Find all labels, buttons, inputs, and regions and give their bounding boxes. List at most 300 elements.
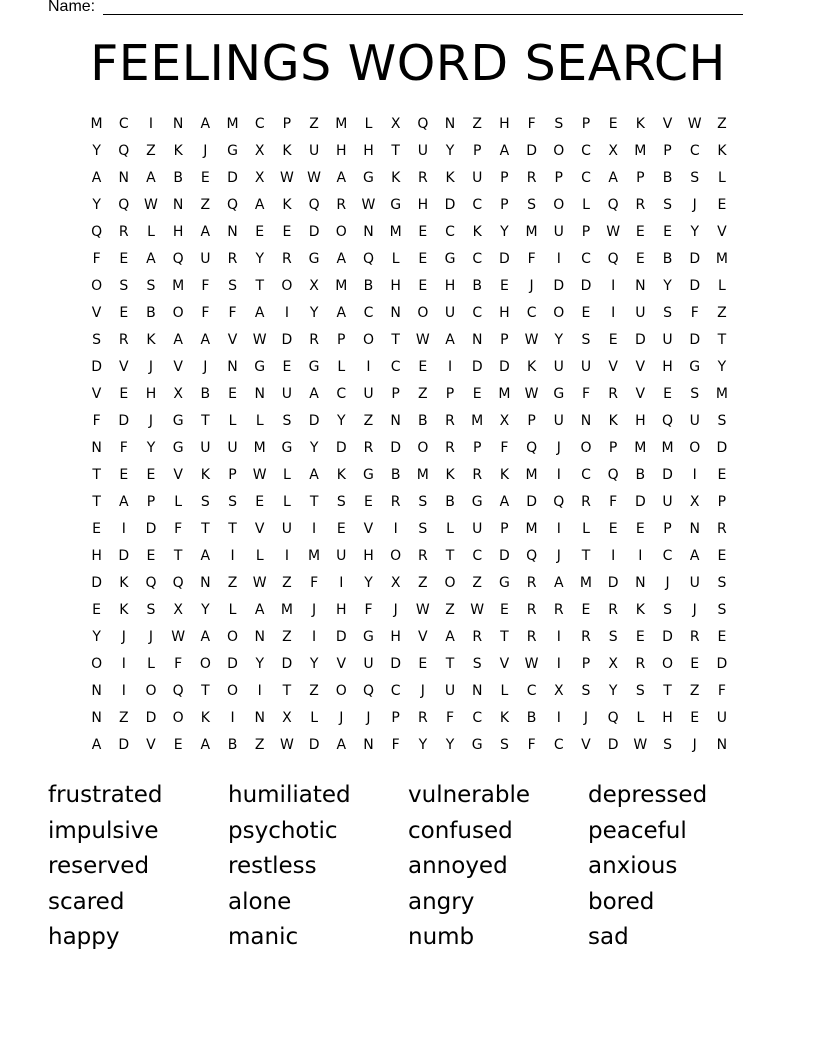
grid-letter: W xyxy=(279,170,294,186)
grid-letter: O xyxy=(172,710,184,726)
grid-row xyxy=(83,219,736,246)
grid-letter: F xyxy=(119,440,128,456)
grid-letter: N xyxy=(390,413,401,429)
grid-letter: Y xyxy=(92,197,101,213)
grid-letter: U xyxy=(689,575,700,591)
grid-letter: N xyxy=(254,710,265,726)
grid-letter: M xyxy=(253,440,266,456)
grid-letter: G xyxy=(308,359,320,375)
grid-letter: C xyxy=(336,386,347,402)
grid-letter: J xyxy=(692,737,697,753)
grid-letter: Y xyxy=(92,143,101,159)
grid-letter: E xyxy=(717,197,727,213)
grid-letter: K xyxy=(119,602,129,618)
grid-letter: D xyxy=(580,278,592,294)
grid-letter: X xyxy=(499,413,510,429)
grid-letter: M xyxy=(634,440,647,456)
grid-letter: I xyxy=(638,548,643,564)
grid-letter: R xyxy=(608,602,619,618)
grid-letter: L xyxy=(636,710,645,726)
grid-letter: R xyxy=(472,467,483,483)
grid-letter: E xyxy=(92,602,102,618)
grid-letter: F xyxy=(391,737,400,753)
grid-letter: S xyxy=(581,683,591,699)
grid-letter: V xyxy=(254,521,265,537)
grid-letter: Q xyxy=(172,683,184,699)
grid-letter: S xyxy=(472,656,482,672)
grid-letter: Q xyxy=(526,440,538,456)
grid-letter: P xyxy=(500,170,509,186)
grid-letter: E xyxy=(146,467,156,483)
grid-letter: L xyxy=(718,278,726,294)
grid-letter: D xyxy=(227,656,238,672)
grid-letter: I xyxy=(556,521,561,537)
grid-letter: A xyxy=(200,116,211,132)
grid-letter: L xyxy=(582,521,590,537)
grid-letter: D xyxy=(281,332,293,348)
grid-letter: K xyxy=(527,359,537,375)
grid-letter: H xyxy=(662,359,673,375)
grid-row xyxy=(83,327,736,354)
grid-letter: B xyxy=(445,494,455,510)
grid-letter: F xyxy=(201,278,210,294)
grid-letter: R xyxy=(445,413,455,429)
grid-letter: X xyxy=(254,170,265,186)
grid-letter: V xyxy=(173,467,183,483)
grid-letter: Z xyxy=(309,683,319,699)
grid-letter: J xyxy=(692,197,697,213)
grid-letter: W xyxy=(415,602,430,618)
grid-letter: A xyxy=(309,467,319,483)
grid-letter: C xyxy=(581,467,591,483)
grid-letter: P xyxy=(472,143,482,159)
grid-letter: F xyxy=(609,494,618,510)
grid-letter: H xyxy=(444,278,456,294)
grid-letter: V xyxy=(363,521,374,537)
grid-letter: K xyxy=(119,575,129,591)
grid-letter: R xyxy=(635,197,646,213)
grid-letter: H xyxy=(336,602,347,618)
grid-row xyxy=(83,138,736,165)
grid-letter: J xyxy=(121,629,126,645)
grid-letter: R xyxy=(526,602,537,618)
grid-row xyxy=(83,354,736,381)
grid-letter: J xyxy=(148,359,154,375)
grid-letter: H xyxy=(499,305,510,321)
grid-letter: B xyxy=(363,278,374,294)
grid-letter: D xyxy=(335,629,347,645)
grid-row xyxy=(83,246,736,273)
grid-letter: L xyxy=(500,683,509,699)
grid-letter: Q xyxy=(118,143,130,159)
grid-letter: B xyxy=(526,710,537,726)
grid-letter: L xyxy=(147,656,155,672)
grid-row xyxy=(83,516,736,543)
grid-letter: L xyxy=(582,197,590,213)
grid-letter: D xyxy=(308,224,320,240)
grid-letter: M xyxy=(335,278,348,294)
grid-letter: H xyxy=(390,629,401,645)
grid-letter: C xyxy=(472,251,483,267)
grid-letter: Y xyxy=(255,656,264,672)
grid-letter: Y xyxy=(337,413,346,429)
grid-letter: D xyxy=(634,332,646,348)
grid-letter: N xyxy=(91,440,102,456)
grid-letter: C xyxy=(472,197,483,213)
grid-letter: I xyxy=(284,305,289,321)
grid-letter: Y xyxy=(554,332,564,348)
grid-letter: J xyxy=(148,413,154,429)
grid-letter: N xyxy=(254,386,265,402)
grid-letter: Q xyxy=(145,575,157,591)
grid-letter: W xyxy=(252,332,267,348)
grid-letter: I xyxy=(148,116,154,132)
grid-letter: D xyxy=(444,197,456,213)
grid-row xyxy=(83,624,736,651)
grid-letter: C xyxy=(472,305,483,321)
grid-letter: F xyxy=(500,440,509,456)
grid-letter: L xyxy=(255,548,264,564)
grid-letter: B xyxy=(418,413,428,429)
grid-letter: E xyxy=(228,386,237,402)
page-title: FEELINGS WORD SEARCH xyxy=(90,35,726,92)
grid-row xyxy=(83,165,736,192)
grid-letter: G xyxy=(308,251,320,267)
grid-letter: M xyxy=(416,467,429,483)
grid-letter: Q xyxy=(362,683,374,699)
grid-letter: U xyxy=(363,386,374,402)
name-label: Name: xyxy=(48,0,96,15)
grid-letter: E xyxy=(581,602,591,618)
grid-letter: S xyxy=(635,683,645,699)
grid-letter: U xyxy=(281,521,293,537)
grid-letter: T xyxy=(309,494,319,510)
grid-letter: Y xyxy=(608,683,618,699)
grid-letter: T xyxy=(228,521,237,537)
grid-letter: F xyxy=(527,737,536,753)
grid-letter: X xyxy=(309,278,319,294)
grid-letter: Q xyxy=(607,251,619,267)
grid-letter: P xyxy=(663,521,672,537)
grid-letter: R xyxy=(118,224,129,240)
grid-letter: E xyxy=(418,278,428,294)
grid-letter: A xyxy=(200,629,211,645)
grid-letter: Z xyxy=(282,575,292,591)
grid-letter: A xyxy=(200,548,211,564)
grid-letter: M xyxy=(335,116,348,132)
grid-letter: C xyxy=(526,683,537,699)
grid-letter: T xyxy=(92,467,101,483)
grid-letter: I xyxy=(556,629,561,645)
grid-letter: N xyxy=(363,737,374,753)
grid-letter: O xyxy=(417,440,429,456)
grid-letter: D xyxy=(390,656,402,672)
grid-letter: E xyxy=(472,386,482,402)
grid-letter: G xyxy=(172,413,184,429)
grid-letter: L xyxy=(228,602,237,618)
grid-letter: P xyxy=(581,116,591,132)
grid-letter: S xyxy=(146,278,156,294)
grid-letter: Z xyxy=(717,116,727,132)
grid-letter: U xyxy=(553,413,564,429)
grid-letter: Y xyxy=(255,251,264,267)
grid-letter: A xyxy=(336,305,347,321)
grid-letter: X xyxy=(608,143,618,159)
grid-letter: O xyxy=(662,656,674,672)
grid-letter: H xyxy=(336,143,347,159)
grid-letter: M xyxy=(280,602,293,618)
grid-letter: E xyxy=(173,737,183,753)
grid-letter: Z xyxy=(689,683,700,699)
grid-letter: F xyxy=(92,251,101,267)
grid-letter: R xyxy=(390,494,401,510)
grid-letter: W xyxy=(687,116,702,132)
grid-letter: A xyxy=(336,737,347,753)
grid-letter: Q xyxy=(607,710,619,726)
grid-letter: E xyxy=(200,170,210,186)
grid-letter: Y xyxy=(146,440,156,456)
grid-letter: J xyxy=(203,143,208,159)
grid-letter: K xyxy=(445,467,455,483)
grid-letter: X xyxy=(608,656,618,672)
grid-letter: W xyxy=(307,170,322,186)
grid-letter: N xyxy=(91,710,102,726)
grid-letter: E xyxy=(635,521,645,537)
grid-letter: A xyxy=(309,386,319,402)
grid-letter: U xyxy=(200,251,211,267)
grid-letter: E xyxy=(608,332,618,348)
grid-letter: D xyxy=(689,251,701,267)
grid-letter: P xyxy=(608,440,618,456)
grid-letter: E xyxy=(635,251,645,267)
grid-letter: N xyxy=(227,359,238,375)
grid-letter: R xyxy=(417,710,428,726)
grid-letter: Y xyxy=(364,575,373,591)
grid-letter: O xyxy=(335,683,347,699)
grid-letter: N xyxy=(471,332,483,348)
grid-row xyxy=(83,273,736,300)
grid-letter: Z xyxy=(363,413,374,429)
name-underline xyxy=(103,14,743,15)
grid-letter: T xyxy=(173,548,183,564)
grid-letter: U xyxy=(553,224,564,240)
grid-letter: Y xyxy=(92,629,101,645)
grid-letter: V xyxy=(499,656,510,672)
grid-letter: L xyxy=(283,494,291,510)
grid-letter: D xyxy=(526,143,537,159)
grid-letter: Y xyxy=(201,602,210,618)
grid-letter: E xyxy=(608,521,618,537)
grid-letter: O xyxy=(172,305,184,321)
grid-letter: I xyxy=(556,656,561,672)
grid-letter: A xyxy=(336,251,347,267)
grid-row xyxy=(83,408,736,435)
grid-letter: C xyxy=(662,548,673,564)
grid-letter: S xyxy=(200,494,210,510)
grid-letter: O xyxy=(91,278,103,294)
grid-letter: M xyxy=(471,413,484,429)
grid-letter: P xyxy=(554,170,563,186)
grid-letter: E xyxy=(119,386,129,402)
grid-letter: H xyxy=(499,116,510,132)
grid-letter: A xyxy=(146,251,156,267)
grid-letter: R xyxy=(581,494,591,510)
grid-letter: O xyxy=(362,332,374,348)
grid-letter: M xyxy=(389,224,402,240)
grid-letter: D xyxy=(145,521,157,537)
grid-letter: C xyxy=(445,224,455,240)
grid-letter: S xyxy=(336,494,346,510)
grid-letter: O xyxy=(553,143,565,159)
grid-letter: I xyxy=(121,656,126,672)
grid-letter: D xyxy=(634,494,646,510)
grid-letter: A xyxy=(445,332,455,348)
grid-row xyxy=(83,732,736,759)
grid-letter: I xyxy=(556,710,561,726)
grid-letter: N xyxy=(172,197,184,213)
grid-letter: P xyxy=(445,386,455,402)
grid-letter: E xyxy=(717,467,727,483)
grid-letter: K xyxy=(635,602,645,618)
grid-letter: T xyxy=(201,521,210,537)
grid-letter: O xyxy=(227,683,239,699)
grid-letter: H xyxy=(390,278,401,294)
grid-letter: X xyxy=(254,143,265,159)
grid-letter: G xyxy=(444,251,456,267)
grid-letter: F xyxy=(527,116,536,132)
grid-letter: I xyxy=(121,521,126,537)
word-list-item: peaceful xyxy=(588,817,687,844)
grid-row xyxy=(83,111,736,138)
word-list-item: manic xyxy=(228,924,299,950)
grid-letter: Q xyxy=(607,197,619,213)
grid-letter: D xyxy=(281,656,293,672)
grid-letter: E xyxy=(92,521,102,537)
grid-letter: W xyxy=(252,575,267,591)
grid-letter: C xyxy=(363,305,374,321)
grid-letter: M xyxy=(525,521,538,537)
grid-letter: B xyxy=(662,170,673,186)
grid-letter: O xyxy=(553,305,565,321)
grid-letter: O xyxy=(390,548,402,564)
grid-letter: Y xyxy=(309,305,319,321)
grid-letter: A xyxy=(91,737,102,753)
grid-letter: U xyxy=(580,359,592,375)
grid-letter: Q xyxy=(417,116,429,132)
grid-letter: J xyxy=(556,440,561,456)
grid-letter: V xyxy=(635,386,646,402)
grid-letter: S xyxy=(717,575,727,591)
grid-letter: N xyxy=(118,170,130,186)
grid-letter: J xyxy=(692,602,697,618)
grid-letter: A xyxy=(173,332,183,348)
grid-letter: G xyxy=(227,143,238,159)
grid-letter: C xyxy=(472,548,483,564)
grid-letter: X xyxy=(282,710,292,726)
grid-letter: Q xyxy=(118,197,130,213)
grid-letter: N xyxy=(580,413,592,429)
grid-letter: R xyxy=(445,440,455,456)
grid-letter: E xyxy=(418,224,428,240)
grid-letter: G xyxy=(689,359,701,375)
grid-letter: E xyxy=(499,602,509,618)
grid-letter: P xyxy=(500,332,509,348)
grid-letter: K xyxy=(472,224,482,240)
word-list-item: frustrated xyxy=(48,782,163,808)
grid-letter: M xyxy=(90,116,103,132)
grid-letter: E xyxy=(282,359,292,375)
grid-letter: E xyxy=(364,494,373,510)
grid-letter: H xyxy=(91,548,102,564)
grid-letter: V xyxy=(227,332,238,348)
grid-letter: U xyxy=(689,413,700,429)
grid-letter: P xyxy=(500,521,509,537)
grid-letter: A xyxy=(689,548,700,564)
grid-letter: S xyxy=(418,521,428,537)
grid-letter: M xyxy=(634,143,647,159)
grid-letter: F xyxy=(717,683,726,699)
grid-letter: S xyxy=(663,197,672,213)
grid-letter: V xyxy=(118,359,129,375)
grid-letter: T xyxy=(445,656,455,672)
grid-letter: P xyxy=(337,332,346,348)
grid-letter: X xyxy=(390,575,401,591)
grid-letter: G xyxy=(390,197,402,213)
grid-letter: H xyxy=(145,386,157,402)
grid-letter: I xyxy=(556,467,561,483)
grid-letter: X xyxy=(553,683,564,699)
grid-letter: G xyxy=(281,440,293,456)
grid-letter: F xyxy=(446,710,455,726)
grid-letter: V xyxy=(146,737,156,753)
grid-letter: U xyxy=(363,656,374,672)
grid-letter: P xyxy=(472,440,482,456)
grid-letter: U xyxy=(553,359,564,375)
grid-letter: V xyxy=(662,116,673,132)
grid-letter: I xyxy=(257,683,262,699)
grid-letter: F xyxy=(690,305,699,321)
word-list-item: alone xyxy=(228,888,292,915)
grid-row xyxy=(83,705,736,732)
word-list xyxy=(48,778,768,956)
grid-letter: R xyxy=(336,197,347,213)
grid-letter: K xyxy=(391,170,401,186)
grid-letter: U xyxy=(716,710,728,726)
grid-letter: W xyxy=(633,737,648,753)
grid-letter: E xyxy=(717,629,727,645)
grid-letter: S xyxy=(690,386,700,402)
grid-letter: E xyxy=(336,521,346,537)
grid-letter: D xyxy=(526,494,537,510)
grid-letter: C xyxy=(581,170,591,186)
grid-letter: G xyxy=(498,575,510,591)
grid-letter: W xyxy=(415,332,430,348)
grid-letter: M xyxy=(226,116,239,132)
grid-letter: T xyxy=(92,494,101,510)
grid-letter: P xyxy=(282,116,292,132)
grid-letter: R xyxy=(417,548,428,564)
grid-letter: I xyxy=(393,521,398,537)
grid-letter: Y xyxy=(663,278,672,294)
grid-letter: B xyxy=(390,467,401,483)
grid-letter: F xyxy=(174,521,183,537)
grid-letter: W xyxy=(470,602,485,618)
grid-letter: L xyxy=(283,467,291,483)
grid-letter: E xyxy=(608,116,618,132)
grid-letter: J xyxy=(312,602,317,618)
grid-letter: E xyxy=(635,629,645,645)
grid-letter: M xyxy=(172,278,185,294)
